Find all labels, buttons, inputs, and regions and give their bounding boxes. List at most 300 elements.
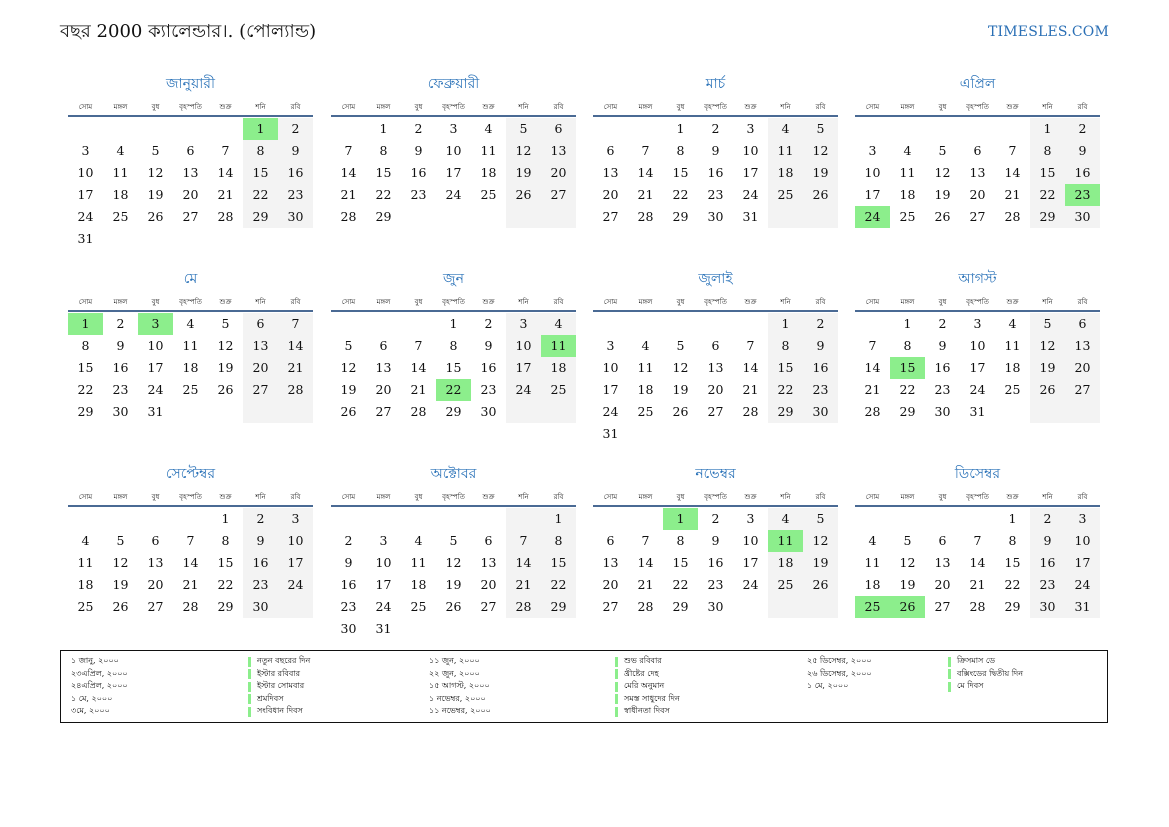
day-cell[interactable]: 8: [903, 338, 912, 353]
day-cell[interactable]: 5: [344, 338, 353, 353]
day-cell[interactable]: 30: [707, 209, 724, 224]
day-cell[interactable]: 13: [1074, 338, 1091, 353]
day-cell[interactable]: 9: [484, 338, 493, 353]
day-cell[interactable]: 23: [934, 382, 951, 397]
day-cell[interactable]: 6: [938, 533, 947, 548]
day-cell[interactable]: 10: [375, 555, 392, 570]
day-cell[interactable]: 17: [77, 187, 94, 202]
day-cell[interactable]: 2: [711, 511, 720, 526]
day-cell[interactable]: 4: [781, 121, 790, 136]
day-cell[interactable]: 20: [147, 577, 164, 592]
day-cell[interactable]: 23: [707, 187, 724, 202]
day-cell[interactable]: 13: [934, 555, 951, 570]
day-cell[interactable]: 11: [637, 360, 654, 375]
day-cell[interactable]: 31: [1074, 599, 1091, 614]
day-cell[interactable]: 23: [1039, 577, 1056, 592]
day-cell[interactable]: 28: [637, 209, 654, 224]
day-cell[interactable]: 5: [221, 316, 230, 331]
day-cell[interactable]: 29: [217, 599, 234, 614]
day-cell[interactable]: 26: [672, 404, 689, 419]
day-cell[interactable]: 7: [186, 533, 195, 548]
day-cell[interactable]: 19: [217, 360, 234, 375]
day-cell[interactable]: 1: [1008, 511, 1017, 526]
day-cell[interactable]: 20: [550, 165, 567, 180]
day-cell[interactable]: 10: [445, 143, 462, 158]
day-cell[interactable]: 13: [182, 165, 199, 180]
day-cell[interactable]: 5: [676, 338, 685, 353]
day-cell[interactable]: 26: [515, 187, 532, 202]
day-cell[interactable]: 22: [672, 187, 689, 202]
day-cell[interactable]: 4: [903, 143, 912, 158]
day-cell[interactable]: 12: [899, 555, 916, 570]
day-cell[interactable]: 11: [480, 143, 497, 158]
day-cell[interactable]: 24: [742, 577, 759, 592]
day-cell[interactable]: 11: [1004, 338, 1021, 353]
day-cell[interactable]: 3: [379, 533, 388, 548]
day-cell[interactable]: 16: [812, 360, 829, 375]
day-cell[interactable]: 15: [77, 360, 94, 375]
day-cell[interactable]: 14: [287, 338, 304, 353]
day-cell[interactable]: 2: [711, 121, 720, 136]
day-cell[interactable]: 9: [711, 533, 720, 548]
day-cell[interactable]: 2: [256, 511, 265, 526]
day-cell[interactable]: 25: [410, 599, 427, 614]
day-cell[interactable]: 29: [1004, 599, 1021, 614]
day-cell[interactable]: 24: [742, 187, 759, 202]
day-cell[interactable]: 14: [182, 555, 199, 570]
day-cell[interactable]: 6: [256, 316, 265, 331]
day-cell[interactable]: 28: [1004, 209, 1021, 224]
day-cell[interactable]: 22: [672, 577, 689, 592]
day-cell[interactable]: 27: [480, 599, 497, 614]
day-cell[interactable]: 15: [252, 165, 269, 180]
day-cell[interactable]: 12: [812, 533, 829, 548]
day-cell[interactable]: 18: [1004, 360, 1021, 375]
day-cell[interactable]: 4: [484, 121, 493, 136]
day-cell[interactable]: 10: [742, 533, 759, 548]
day-cell[interactable]: 15: [777, 360, 794, 375]
day-cell[interactable]: 21: [637, 577, 654, 592]
day-cell[interactable]: 24: [375, 599, 392, 614]
day-cell[interactable]: 11: [182, 338, 199, 353]
day-cell[interactable]: 1: [903, 316, 912, 331]
day-cell[interactable]: 22: [1039, 187, 1056, 202]
day-cell[interactable]: 25: [480, 187, 497, 202]
day-cell[interactable]: 4: [116, 143, 125, 158]
day-cell[interactable]: 26: [812, 187, 829, 202]
day-cell[interactable]: 10: [1074, 533, 1091, 548]
day-cell[interactable]: 6: [484, 533, 493, 548]
day-cell[interactable]: 24: [969, 382, 986, 397]
day-cell[interactable]: 31: [147, 404, 164, 419]
day-cell[interactable]: 28: [637, 599, 654, 614]
day-cell[interactable]: 7: [414, 338, 423, 353]
day-cell[interactable]: 18: [637, 382, 654, 397]
day-cell[interactable]: 2: [816, 316, 825, 331]
day-cell[interactable]: 30: [1039, 599, 1056, 614]
day-cell[interactable]: 9: [711, 143, 720, 158]
day-cell[interactable]: 19: [340, 382, 357, 397]
day-cell[interactable]: 29: [672, 599, 689, 614]
day-cell[interactable]: 8: [449, 338, 458, 353]
day-cell[interactable]: 24: [1074, 577, 1091, 592]
day-cell[interactable]: 3: [973, 316, 982, 331]
day-cell[interactable]: 9: [344, 555, 353, 570]
day-cell[interactable]: 22: [252, 187, 269, 202]
day-cell[interactable]: 19: [515, 165, 532, 180]
day-cell[interactable]: 5: [151, 143, 160, 158]
day-cell[interactable]: 20: [480, 577, 497, 592]
day-cell[interactable]: 13: [252, 338, 269, 353]
day-cell[interactable]: 9: [1043, 533, 1052, 548]
day-cell[interactable]: 25: [182, 382, 199, 397]
day-cell[interactable]: 6: [606, 533, 615, 548]
day-cell[interactable]: 16: [1074, 165, 1091, 180]
day-cell[interactable]: 15: [375, 165, 392, 180]
day-cell[interactable]: 1: [781, 316, 790, 331]
day-cell[interactable]: 16: [340, 577, 357, 592]
day-cell[interactable]: 3: [81, 143, 90, 158]
day-cell[interactable]: 4: [781, 511, 790, 526]
day-cell[interactable]: 6: [379, 338, 388, 353]
day-cell[interactable]: 16: [112, 360, 129, 375]
day-cell[interactable]: 10: [515, 338, 532, 353]
day-cell[interactable]: 17: [287, 555, 304, 570]
day-cell[interactable]: 30: [480, 404, 497, 419]
day-cell[interactable]: 27: [934, 599, 951, 614]
day-cell[interactable]: 8: [676, 533, 685, 548]
day-cell[interactable]: 7: [1008, 143, 1017, 158]
day-cell[interactable]: 29: [777, 404, 794, 419]
day-cell[interactable]: 28: [864, 404, 881, 419]
day-cell[interactable]: 24: [602, 404, 619, 419]
day-cell[interactable]: 23: [112, 382, 129, 397]
day-cell[interactable]: 16: [287, 165, 304, 180]
day-cell[interactable]: 14: [217, 165, 234, 180]
day-cell[interactable]: 8: [221, 533, 230, 548]
day-cell[interactable]: 22: [777, 382, 794, 397]
day-cell[interactable]: 12: [217, 338, 234, 353]
day-cell[interactable]: 24: [515, 382, 532, 397]
holiday-day-cell[interactable]: 26: [890, 596, 925, 618]
day-cell[interactable]: 12: [672, 360, 689, 375]
day-cell[interactable]: 13: [969, 165, 986, 180]
day-cell[interactable]: 7: [519, 533, 528, 548]
day-cell[interactable]: 15: [445, 360, 462, 375]
holiday-day-cell[interactable]: 24: [855, 206, 890, 228]
day-cell[interactable]: 18: [480, 165, 497, 180]
day-cell[interactable]: 15: [217, 555, 234, 570]
day-cell[interactable]: 5: [519, 121, 528, 136]
day-cell[interactable]: 12: [934, 165, 951, 180]
day-cell[interactable]: 14: [864, 360, 881, 375]
day-cell[interactable]: 14: [742, 360, 759, 375]
day-cell[interactable]: 3: [1078, 511, 1087, 526]
day-cell[interactable]: 11: [777, 143, 794, 158]
day-cell[interactable]: 19: [812, 555, 829, 570]
day-cell[interactable]: 19: [899, 577, 916, 592]
day-cell[interactable]: 10: [77, 165, 94, 180]
day-cell[interactable]: 25: [77, 599, 94, 614]
day-cell[interactable]: 10: [602, 360, 619, 375]
day-cell[interactable]: 31: [969, 404, 986, 419]
day-cell[interactable]: 13: [602, 165, 619, 180]
day-cell[interactable]: 19: [1039, 360, 1056, 375]
day-cell[interactable]: 2: [414, 121, 423, 136]
day-cell[interactable]: 9: [116, 338, 125, 353]
day-cell[interactable]: 25: [777, 187, 794, 202]
day-cell[interactable]: 23: [480, 382, 497, 397]
day-cell[interactable]: 21: [637, 187, 654, 202]
day-cell[interactable]: 19: [934, 187, 951, 202]
day-cell[interactable]: 30: [934, 404, 951, 419]
day-cell[interactable]: 11: [864, 555, 881, 570]
day-cell[interactable]: 8: [256, 143, 265, 158]
day-cell[interactable]: 4: [186, 316, 195, 331]
day-cell[interactable]: 27: [1074, 382, 1091, 397]
day-cell[interactable]: 21: [864, 382, 881, 397]
day-cell[interactable]: 11: [77, 555, 94, 570]
day-cell[interactable]: 12: [147, 165, 164, 180]
day-cell[interactable]: 28: [340, 209, 357, 224]
day-cell[interactable]: 28: [742, 404, 759, 419]
day-cell[interactable]: 6: [1078, 316, 1087, 331]
day-cell[interactable]: 2: [116, 316, 125, 331]
day-cell[interactable]: 17: [445, 165, 462, 180]
day-cell[interactable]: 5: [903, 533, 912, 548]
day-cell[interactable]: 8: [1008, 533, 1017, 548]
day-cell[interactable]: 27: [375, 404, 392, 419]
day-cell[interactable]: 22: [77, 382, 94, 397]
day-cell[interactable]: 20: [707, 382, 724, 397]
day-cell[interactable]: 9: [816, 338, 825, 353]
day-cell[interactable]: 17: [742, 555, 759, 570]
day-cell[interactable]: 11: [410, 555, 427, 570]
holiday-day-cell[interactable]: 11: [768, 530, 803, 552]
day-cell[interactable]: 4: [554, 316, 563, 331]
day-cell[interactable]: 2: [291, 121, 300, 136]
day-cell[interactable]: 29: [77, 404, 94, 419]
day-cell[interactable]: 2: [1078, 121, 1087, 136]
day-cell[interactable]: 8: [81, 338, 90, 353]
day-cell[interactable]: 9: [938, 338, 947, 353]
day-cell[interactable]: 18: [777, 165, 794, 180]
day-cell[interactable]: 7: [641, 143, 650, 158]
day-cell[interactable]: 16: [252, 555, 269, 570]
day-cell[interactable]: 5: [816, 121, 825, 136]
day-cell[interactable]: 6: [554, 121, 563, 136]
day-cell[interactable]: 6: [973, 143, 982, 158]
day-cell[interactable]: 5: [816, 511, 825, 526]
day-cell[interactable]: 30: [252, 599, 269, 614]
day-cell[interactable]: 14: [637, 555, 654, 570]
day-cell[interactable]: 10: [287, 533, 304, 548]
day-cell[interactable]: 25: [899, 209, 916, 224]
day-cell[interactable]: 1: [449, 316, 458, 331]
day-cell[interactable]: 18: [112, 187, 129, 202]
day-cell[interactable]: 31: [742, 209, 759, 224]
day-cell[interactable]: 18: [550, 360, 567, 375]
day-cell[interactable]: 7: [291, 316, 300, 331]
day-cell[interactable]: 7: [746, 338, 755, 353]
day-cell[interactable]: 29: [672, 209, 689, 224]
day-cell[interactable]: 18: [182, 360, 199, 375]
day-cell[interactable]: 13: [375, 360, 392, 375]
day-cell[interactable]: 5: [938, 143, 947, 158]
day-cell[interactable]: 16: [1039, 555, 1056, 570]
day-cell[interactable]: 25: [777, 577, 794, 592]
day-cell[interactable]: 30: [707, 599, 724, 614]
day-cell[interactable]: 18: [77, 577, 94, 592]
day-cell[interactable]: 20: [252, 360, 269, 375]
day-cell[interactable]: 30: [112, 404, 129, 419]
day-cell[interactable]: 26: [934, 209, 951, 224]
day-cell[interactable]: 14: [515, 555, 532, 570]
day-cell[interactable]: 26: [112, 599, 129, 614]
day-cell[interactable]: 29: [899, 404, 916, 419]
day-cell[interactable]: 27: [602, 209, 619, 224]
day-cell[interactable]: 19: [812, 165, 829, 180]
day-cell[interactable]: 7: [868, 338, 877, 353]
day-cell[interactable]: 19: [445, 577, 462, 592]
day-cell[interactable]: 29: [550, 599, 567, 614]
day-cell[interactable]: 19: [112, 577, 129, 592]
day-cell[interactable]: 23: [707, 577, 724, 592]
day-cell[interactable]: 2: [344, 533, 353, 548]
day-cell[interactable]: 19: [672, 382, 689, 397]
day-cell[interactable]: 12: [1039, 338, 1056, 353]
day-cell[interactable]: 3: [449, 121, 458, 136]
day-cell[interactable]: 17: [969, 360, 986, 375]
day-cell[interactable]: 8: [1043, 143, 1052, 158]
day-cell[interactable]: 26: [217, 382, 234, 397]
day-cell[interactable]: 1: [1043, 121, 1052, 136]
day-cell[interactable]: 31: [375, 621, 392, 636]
day-cell[interactable]: 3: [746, 121, 755, 136]
day-cell[interactable]: 13: [707, 360, 724, 375]
day-cell[interactable]: 12: [340, 360, 357, 375]
day-cell[interactable]: 20: [969, 187, 986, 202]
day-cell[interactable]: 13: [602, 555, 619, 570]
day-cell[interactable]: 29: [375, 209, 392, 224]
day-cell[interactable]: 12: [445, 555, 462, 570]
day-cell[interactable]: 9: [414, 143, 423, 158]
day-cell[interactable]: 28: [515, 599, 532, 614]
day-cell[interactable]: 11: [112, 165, 129, 180]
day-cell[interactable]: 1: [676, 121, 685, 136]
day-cell[interactable]: 9: [291, 143, 300, 158]
day-cell[interactable]: 4: [81, 533, 90, 548]
day-cell[interactable]: 24: [445, 187, 462, 202]
day-cell[interactable]: 28: [287, 382, 304, 397]
holiday-day-cell[interactable]: 1: [663, 508, 698, 530]
day-cell[interactable]: 15: [1004, 555, 1021, 570]
day-cell[interactable]: 29: [1039, 209, 1056, 224]
day-cell[interactable]: 20: [602, 577, 619, 592]
day-cell[interactable]: 3: [519, 316, 528, 331]
day-cell[interactable]: 16: [480, 360, 497, 375]
day-cell[interactable]: 21: [182, 577, 199, 592]
day-cell[interactable]: 28: [969, 599, 986, 614]
day-cell[interactable]: 23: [287, 187, 304, 202]
day-cell[interactable]: 3: [606, 338, 615, 353]
day-cell[interactable]: 20: [375, 382, 392, 397]
day-cell[interactable]: 18: [899, 187, 916, 202]
day-cell[interactable]: 23: [340, 599, 357, 614]
day-cell[interactable]: 25: [1004, 382, 1021, 397]
day-cell[interactable]: 27: [969, 209, 986, 224]
day-cell[interactable]: 21: [410, 382, 427, 397]
day-cell[interactable]: 27: [707, 404, 724, 419]
holiday-day-cell[interactable]: 23: [1065, 184, 1100, 206]
day-cell[interactable]: 21: [287, 360, 304, 375]
day-cell[interactable]: 16: [934, 360, 951, 375]
day-cell[interactable]: 3: [291, 511, 300, 526]
day-cell[interactable]: 23: [812, 382, 829, 397]
day-cell[interactable]: 31: [602, 426, 619, 441]
day-cell[interactable]: 30: [287, 209, 304, 224]
day-cell[interactable]: 15: [550, 555, 567, 570]
day-cell[interactable]: 21: [515, 577, 532, 592]
day-cell[interactable]: 18: [777, 555, 794, 570]
day-cell[interactable]: 10: [864, 165, 881, 180]
day-cell[interactable]: 24: [287, 577, 304, 592]
holiday-day-cell[interactable]: 15: [890, 357, 925, 379]
day-cell[interactable]: 1: [379, 121, 388, 136]
day-cell[interactable]: 23: [410, 187, 427, 202]
day-cell[interactable]: 8: [676, 143, 685, 158]
day-cell[interactable]: 29: [252, 209, 269, 224]
day-cell[interactable]: 20: [602, 187, 619, 202]
day-cell[interactable]: 4: [868, 533, 877, 548]
day-cell[interactable]: 29: [445, 404, 462, 419]
holiday-day-cell[interactable]: 11: [541, 335, 576, 357]
holiday-day-cell[interactable]: 25: [855, 596, 890, 618]
day-cell[interactable]: 28: [182, 599, 199, 614]
day-cell[interactable]: 22: [1004, 577, 1021, 592]
day-cell[interactable]: 2: [484, 316, 493, 331]
day-cell[interactable]: 13: [550, 143, 567, 158]
day-cell[interactable]: 10: [147, 338, 164, 353]
day-cell[interactable]: 6: [186, 143, 195, 158]
day-cell[interactable]: 17: [742, 165, 759, 180]
day-cell[interactable]: 24: [147, 382, 164, 397]
day-cell[interactable]: 13: [480, 555, 497, 570]
day-cell[interactable]: 8: [554, 533, 563, 548]
day-cell[interactable]: 21: [742, 382, 759, 397]
day-cell[interactable]: 14: [340, 165, 357, 180]
day-cell[interactable]: 8: [781, 338, 790, 353]
day-cell[interactable]: 7: [344, 143, 353, 158]
day-cell[interactable]: 11: [899, 165, 916, 180]
day-cell[interactable]: 14: [1004, 165, 1021, 180]
holiday-day-cell[interactable]: 3: [138, 313, 173, 335]
holiday-day-cell[interactable]: 22: [436, 379, 471, 401]
day-cell[interactable]: 12: [515, 143, 532, 158]
day-cell[interactable]: 6: [711, 338, 720, 353]
day-cell[interactable]: 12: [112, 555, 129, 570]
day-cell[interactable]: 12: [812, 143, 829, 158]
day-cell[interactable]: 17: [375, 577, 392, 592]
day-cell[interactable]: 9: [256, 533, 265, 548]
day-cell[interactable]: 17: [602, 382, 619, 397]
day-cell[interactable]: 14: [637, 165, 654, 180]
day-cell[interactable]: 2: [938, 316, 947, 331]
day-cell[interactable]: 28: [410, 404, 427, 419]
day-cell[interactable]: 30: [340, 621, 357, 636]
day-cell[interactable]: 14: [969, 555, 986, 570]
day-cell[interactable]: 26: [445, 599, 462, 614]
